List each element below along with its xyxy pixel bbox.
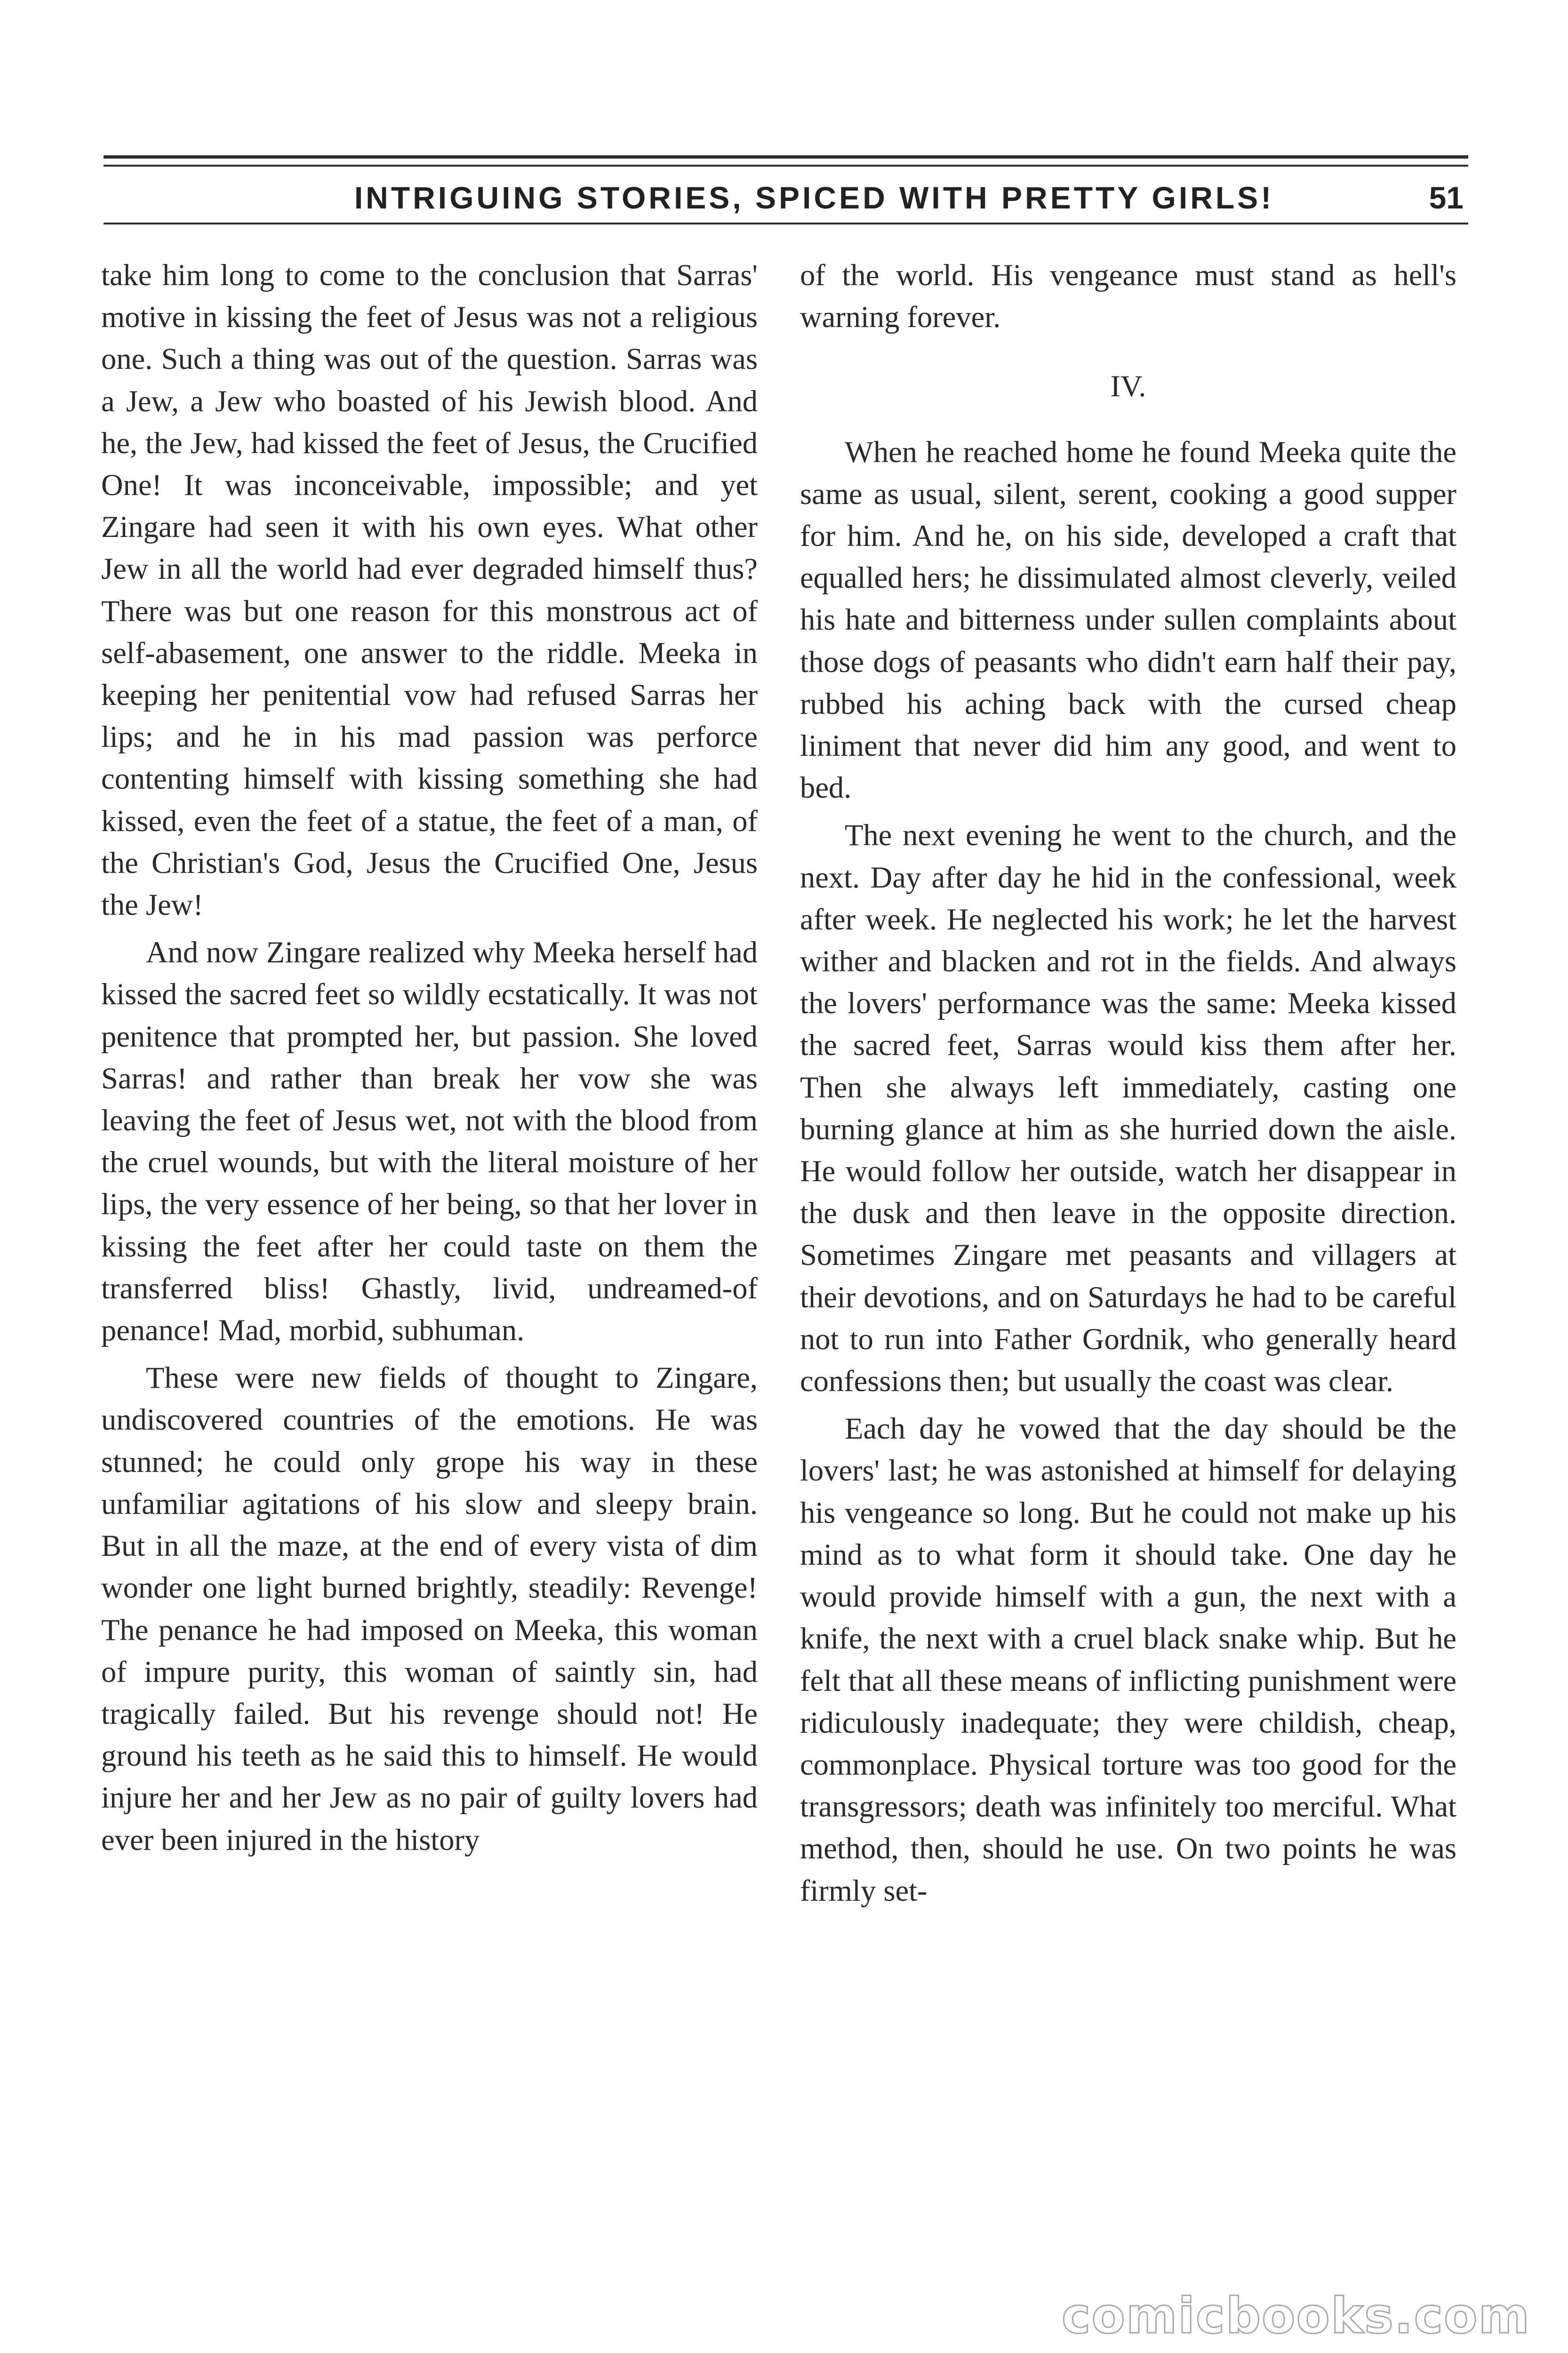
header-rule-thick — [104, 155, 1468, 159]
paragraph: take him long to come to the conclusion that Sarras' motive in kissing the feet of Jesus was not a religious one. Such a thing was out of the question. Sarras was a Jew, a Jew who boasted of his Jewish blood. And he, the Jew, had kissed the feet of Jesus, the Crucified One! It was inconceivable, impossible; and yet Zingare had seen it with his own eyes. What other Jew in all the world had ever degraded himself thus? There was but one reason for this monstrous act of self-abasement, one answer to the riddle. Meeka in keeping her penitential vow had refused Sarras her lips; and he in his mad passion was perforce contenting himself with kissing something she had kissed, even the feet of a statue, the feet of a man, of the Christian's God, Jesus the Crucified One, Jesus the Jew! — [101, 258, 758, 922]
header-underline — [104, 223, 1468, 224]
right-column — [800, 254, 1456, 1917]
header-rule-thin — [104, 165, 1468, 167]
paragraph-continuation: of the world. His vengeance must stand as hell's warning forever. — [800, 258, 1456, 334]
paragraph: And now Zingare realized why Meeka herself had kissed the sacred feet so wildly ecstatically. It was not penitence that prompted her, but passion. She loved Sarras! and rather than break her vow she was leaving the feet of Jesus wet, not with the blood from the cruel wounds, but with the literal moisture of her lips, the very essence of her being, so that her lover in kissing the feet after her could taste on them the transferred bliss! Ghastly, livid, undreamed-of penance! Mad, morbid, subhuman. — [101, 936, 758, 1347]
left-column — [101, 254, 758, 1866]
paragraph: Each day he vowed that the day should be the lovers' last; he was astonished at himself for delaying his vengeance so long. But he could not make up his mind as to what form it should take. One day he would provide himself with a gun, the next with a knife, the next with a cruel black snake whip. But he felt that all these means of inflicting punishment were ridiculously inadequate; they were childish, cheap, commonplace. Physical torture was too good for the transgressors; death was infinitely too merciful. What method, then, should he use. On two points he was firmly set- — [800, 1412, 1456, 1907]
page-number: 51 — [1429, 180, 1464, 215]
paragraph: When he reached home he found Meeka quite the same as usual, silent, serent, cooking a good supper for him. And he, on his side, developed a craft that equalled hers; he dissimulated almost cleverly, veiled his hate and bitterness under sullen complaints about those dogs of peasants who didn't earn half their pay, rubbed his aching back with the cursed cheap liniment that never did him any good, and went to bed. — [800, 435, 1456, 805]
running-title: INTRIGUING STORIES, SPICED WITH PRETTY GIRLS! — [354, 180, 1274, 215]
section-number: IV. — [1110, 369, 1146, 403]
running-header — [104, 175, 1468, 220]
paragraph: These were new fields of thought to Zingare, undiscovered countries of the emotions. He was stunned; he could only grope his way in these unfamiliar agitations of his slow and sleepy brain. But in all the maze, at the end of every vista of dim wonder one light burned brightly, steadily: Revenge! The penance he had imposed on Meeka, this woman of impure purity, this woman of saintly sin, had tragically failed. But his revenge should not! He ground his teeth as he said this to himself. He would injure her and her Jew as no pair of guilty lovers had ever been injured in the history — [101, 1361, 758, 1857]
paragraph: The next evening he went to the church, and the next. Day after day he hid in the confessional, week after week. He neglected his work; he let the harvest wither and blacken and rot in the fields. And always the lovers' performance was the same: Meeka kissed the sacred feet, Sarras would kiss them after her. Then she always left immediately, casting one burning glance at him as she hurried down the aisle. He would follow her outside, watch her disappear in the dusk and then leave in the opposite direction. Sometimes Zingare met peasants and villagers at their devotions, and on Saturdays he had to be careful not to run into Father Gordnik, who generally heard confessions then; but usually the coast was clear. — [800, 818, 1456, 1398]
watermark-logo: comicbooks.com — [1061, 2287, 1530, 2345]
